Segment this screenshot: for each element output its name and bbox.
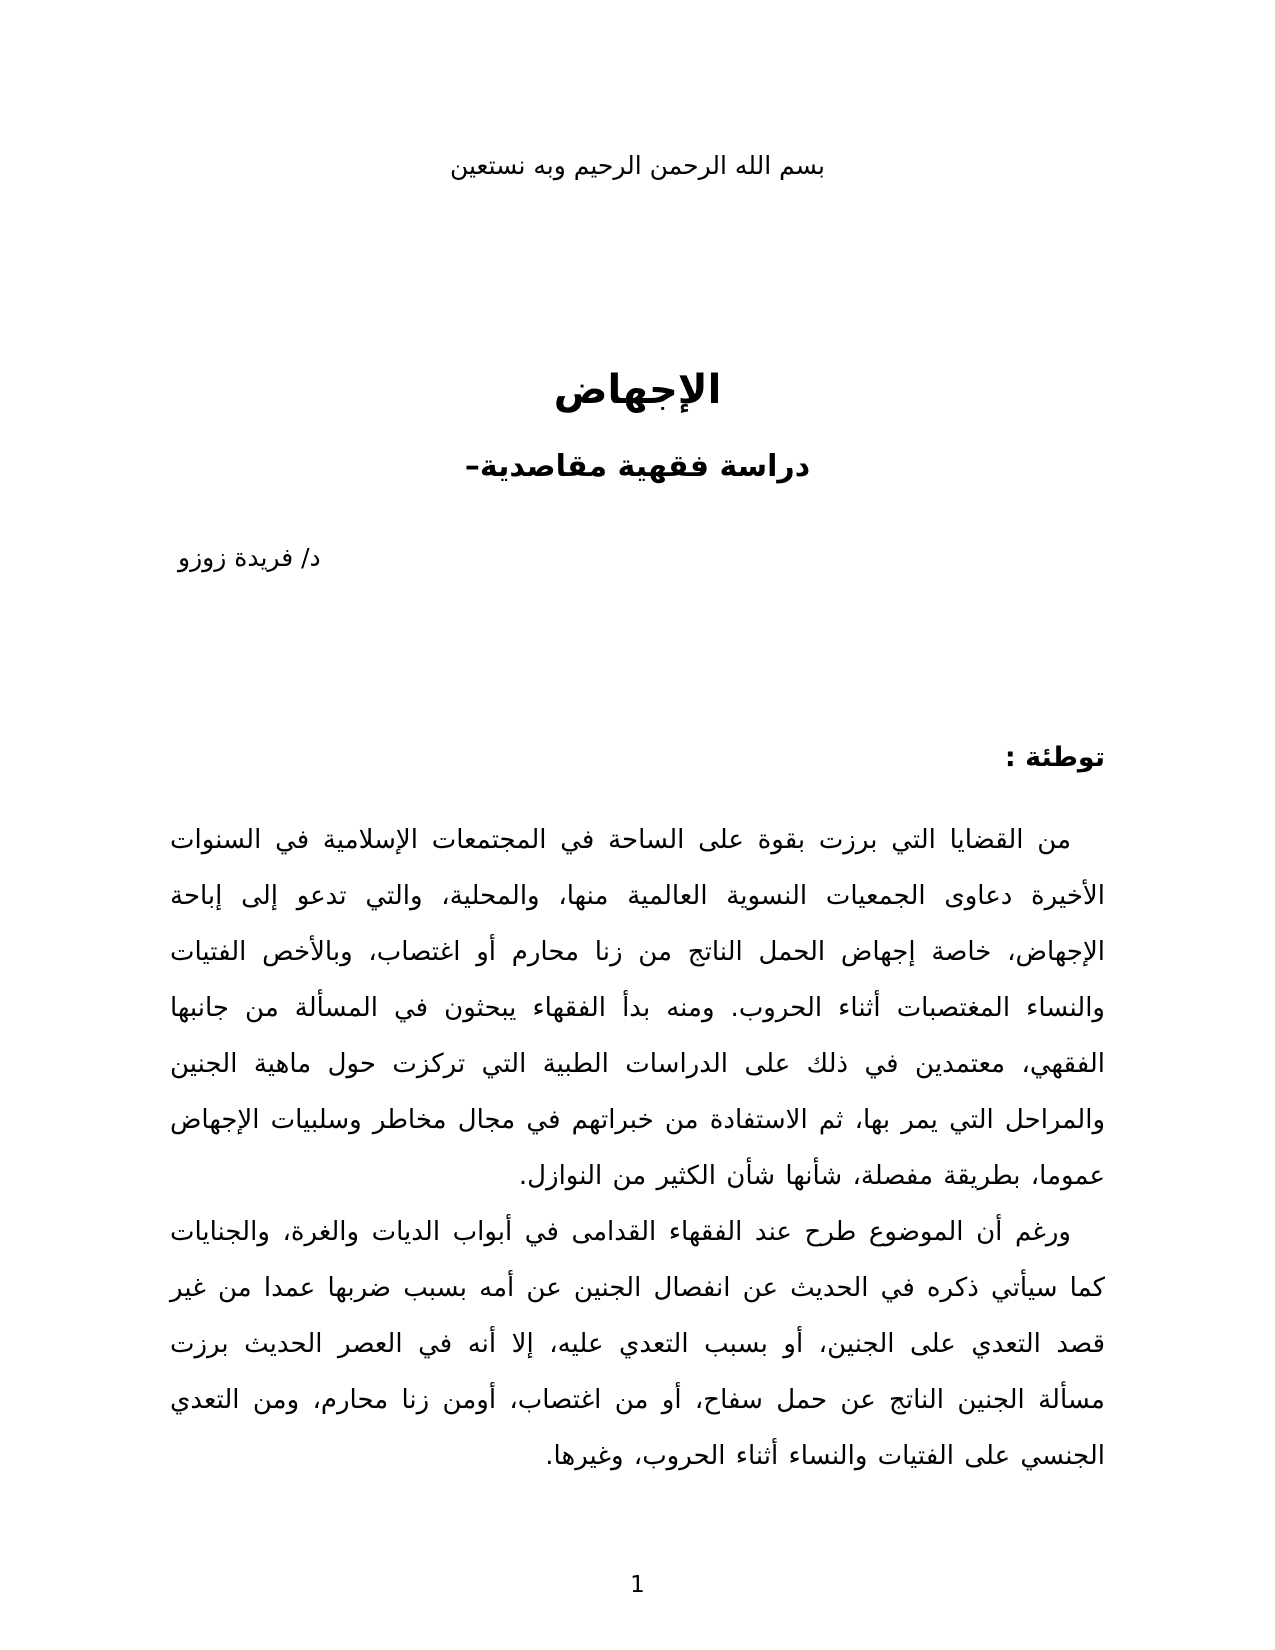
document-title: الإجهاض xyxy=(553,367,722,413)
page-number: 1 xyxy=(630,1572,645,1598)
paragraph-2: ورغم أن الموضوع طرح عند الفقهاء القدامى في أبواب الديات والغرة، والجنايات كما سيأتي ذكره في الحديث عن انفصال الجنين عن أمه بسبب ضربها عمدا من غير قصد التعدي على الجنين، أو بسبب التعدي عليه، إلا أنه في العصر الحديث برزت مسألة الجنين الناتج عن حمل سفاح، أو من اغتصاب، أومن زنا محارم، ومن التعدي الجنسي على الفتيات والنساء أثناء الحروب، وغيرها. xyxy=(170,1217,1105,1471)
body-text xyxy=(170,812,1105,1484)
paragraph-1: من القضايا التي برزت بقوة على الساحة في المجتمعات الإسلامية في السنوات الأخيرة دعاوى الجمعيات النسوية العالمية منها، والمحلية، والتي تدعو إلى إباحة الإجهاض، خاصة إجهاض الحمل الناتج من زنا محارم أو اغتصاب، وبالأخص الفتيات والنساء المغتصبات أثناء الحروب. ومنه بدأ الفقهاء يبحثون في المسألة من جانبها الفقهي، معتمدين في ذلك على الدراسات الطبية التي تركزت حول ماهية الجنين والمراحل التي يمر بها، ثم الاستفادة من خبراتهم في مجال مخاطر وسلبيات الإجهاض عموما، بطريقة مفصلة، شأنها شأن الكثير من النوازل. xyxy=(170,825,1105,1191)
author-name: د/ فريدة زوزو xyxy=(178,543,321,572)
section-heading: توطئة : xyxy=(1004,742,1105,773)
basmala: بسم الله الرحمن الرحيم وبه نستعين xyxy=(449,151,826,180)
document-subtitle: دراسة فقهية مقاصدية– xyxy=(464,449,811,484)
